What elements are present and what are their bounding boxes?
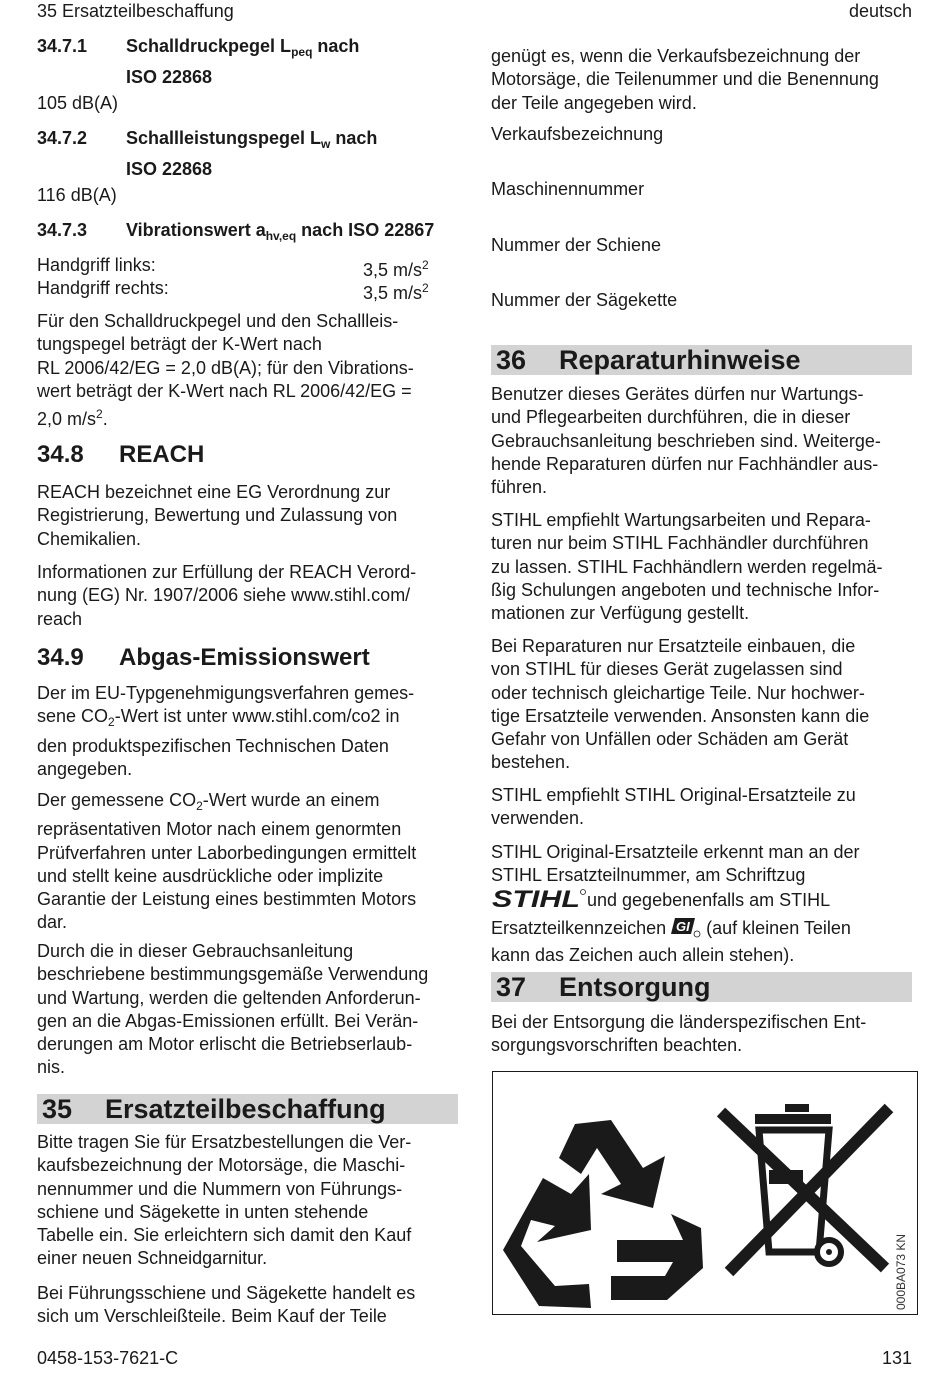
repair-paragraph-5: STIHL Original-Ersatzteile erkennt man an der STIHL Ersatzteilnummer, am Schriftzug STIHL und gegebenenfalls am STIHL Ersatzteilkennzeichen GI (auf kleinen Teilen kann das Zeichen auch allein stehen).	[491, 842, 860, 966]
vibration-row-left-handle: Handgriff links: 3,5 $m/s^2$	[37, 255, 429, 280]
running-header-section: 35 Ersatzteilbeschaffung	[37, 1, 234, 21]
repair-paragraph-4: STIHL empfiehlt STIHL Original-Ersatzteile zu verwenden.	[491, 785, 856, 829]
reach-paragraph-2: Informationen zur Erfüllung der REACH Verord- nung (EG) Nr. 1907/2006 siehe www.stihl.com/ reach	[37, 562, 417, 629]
field-sales-designation: Verkaufsbezeichnung	[491, 124, 664, 144]
footer-doc-number: 0458-153-7621-C	[37, 1348, 179, 1368]
figure-code: 000BA073 KN	[894, 1233, 908, 1310]
repair-paragraph-1: Benutzer dieses Gerätes dürfen nur Wartungs- und Pflegearbeiten durchführen, die in dieser Gebrauchsanleitung beschrieben sind. Weiterge- hende Reparaturen dürfen nur Fachhändler aus- führen.	[491, 384, 881, 498]
spare-parts-paragraph-2: Bei Führungsschiene und Sägekette handelt es sich um Verschleißteile. Beim Kauf der Teile	[37, 1283, 416, 1327]
crossed-out-wheelie-bin-icon	[721, 1104, 889, 1272]
stihl-logo	[491, 888, 587, 916]
disposal-symbols	[493, 1072, 919, 1316]
repair-paragraph-2: STIHL empfiehlt Wartungsarbeiten und Repara- turen nur beim STIHL Fachhändler durchführen zu lassen. STIHL Fachhändlern werden regelmä- ßig Schulungen angeboten und technische Infor- mationen zur Verfügung gestellt.	[491, 510, 883, 624]
emission-paragraph-2: Der gemessene $CO_2$-Wert wurde an einem repräsentativen Motor nach einem genormten Prüfverfahren unter Laborbedingungen ermittelt und stellt keine ausdrückliche oder implizite Garantie der Leistung eines bestimmten Motors dar.	[37, 790, 417, 933]
heading-36-repair: 36 Reparaturhinweise	[491, 345, 912, 375]
spare-parts-paragraph-1: Bitte tragen Sie für Ersatzbestellungen die Ver- kaufsbezeichnung der Motorsäge, die Maschi- nennummer und die Nummern von Führungs- schiene und Sägekette in unten stehende Tabelle ein. Sie erleichtern sich damit den Kauf einer neuen Schneidgarnitur.	[37, 1132, 412, 1269]
stihl-spare-part-mark-icon	[671, 916, 701, 944]
svg-text:GI: GI	[676, 918, 690, 934]
disposal-figure	[492, 1071, 918, 1315]
repair-paragraph-3: Bei Reparaturen nur Ersatzteile einbauen, die von STIHL für dieses Gerät zugelassen sind oder technisch gleichartige Teile. Nur hochwer- tige Ersatzteile verwenden. Ansonsten kann die Gefahr von Unfällen oder Schäden am Gerät bestehen.	[491, 636, 870, 773]
value-sound-power: 116 dB(A)	[37, 185, 117, 205]
field-chain-number: Nummer der Sägekette	[491, 290, 678, 310]
value-sound-pressure: 105 dB(A)	[37, 93, 119, 113]
vibration-row-right-handle: Handgriff rechts: 3,5 $m/s^2$	[37, 278, 429, 303]
disposal-paragraph: Bei der Entsorgung die länderspezifischen Ent- sorgungsvorschriften beachten.	[491, 1012, 867, 1056]
field-machine-number: Maschinennummer	[491, 179, 645, 199]
footer-page-number: 131	[881, 1348, 912, 1368]
emission-paragraph-1: Der im EU-Typgenehmigungsverfahren gemes- sene $CO_2$-Wert ist unter www.stihl.com/co2 in den produktspezifischen Technischen Daten angegeben.	[37, 683, 415, 779]
emission-paragraph-3: Durch die in dieser Gebrauchsanleitung beschriebene bestimmungsgemäße Verwendung und Wartung, werden die geltenden Anforderun- gen an die Abgas-Emissionen erfüllt. Bei Verän- derungen am Motor erlischt die Betriebserlaub- nis.	[37, 941, 429, 1078]
recycling-icon	[503, 1120, 703, 1308]
spare-parts-continuation: genügt es, wenn die Verkaufsbezeichnung der Motorsäge, die Teilenummer und die Benennung der Teile angegeben wird.	[491, 46, 879, 113]
reach-paragraph-1: REACH bezeichnet eine EG Verordnung zur Registrierung, Bewertung und Zulassung von Chemikalien.	[37, 482, 398, 549]
field-bar-number: Nummer der Schiene	[491, 235, 662, 255]
svg-text:STIHL: STIHL	[492, 887, 580, 910]
k-value-note: Für den Schalldruckpegel und den Schallleis- tungspegel beträgt der K-Wert nach RL 2006/42/EG = 2,0 dB(A); für den Vibrations- wert beträgt der K-Wert nach RL 2006/42/EG = 2,0 $m/s^2$.	[37, 311, 414, 430]
running-header-language: deutsch	[848, 1, 912, 21]
heading-37-disposal: 37 Entsorgung	[491, 972, 912, 1002]
heading-35-spare-parts: 35 Ersatzteilbeschaffung	[37, 1094, 458, 1124]
